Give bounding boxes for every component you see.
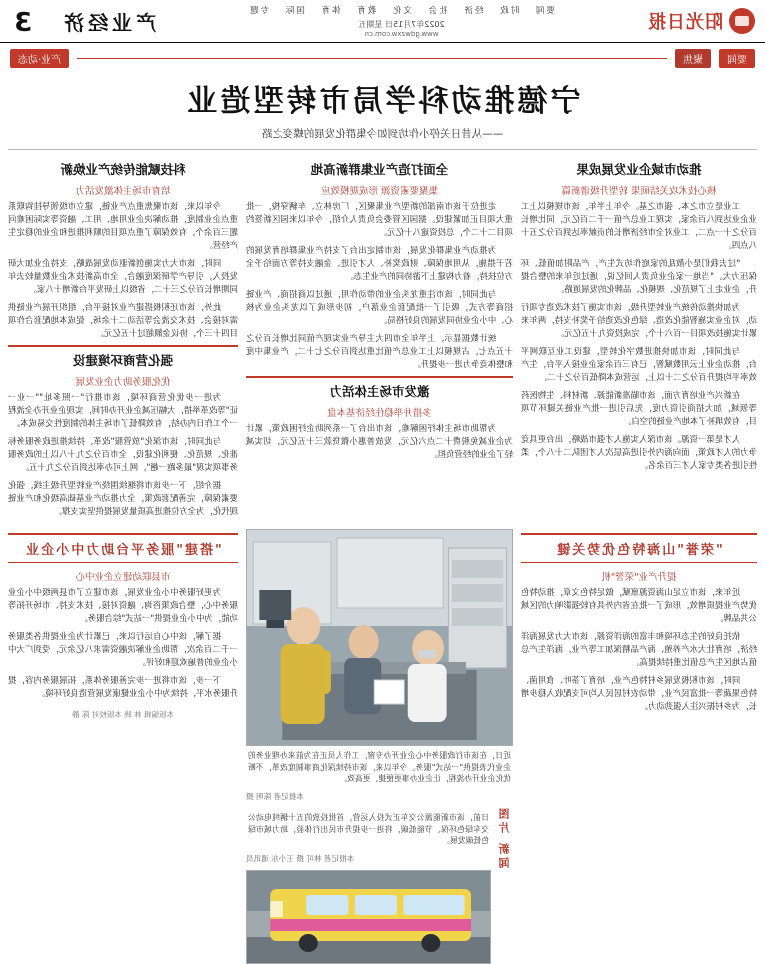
main-subheadline: ——从昔日关停小作坊到如今集群化发展的蝶变之路 <box>261 128 504 140</box>
middle-article-title: 全面打造产业集群新高地 <box>310 162 449 177</box>
nav-item-8[interactable]: 专题 <box>248 6 270 16</box>
bottom-mid-title: "搭建"服务平台助力中小企业 <box>8 533 238 563</box>
bottom-left-article <box>521 529 757 964</box>
middle-second-title: 激发市场主体活力 <box>329 384 430 400</box>
bottom-mid-article <box>8 529 238 964</box>
right-para-2: 为加快推动传统产业转型升级，该市实施了技术改造专项行动，对企业实施智能化改造、绿色化改造给予奖补支持，两年来累计实施技改项目一百六十个，完成投资九十五亿元。 <box>521 301 757 339</box>
main-headline-block <box>0 70 765 143</box>
bus-photo-caption: 日前，该市新能源公交车正式投入运营，首批投放的五十辆纯电动公交车绿色环保、节能低碳，将进一步提升市民出行体验，助力城市绿色低碳发展。 <box>248 813 489 846</box>
page-number: 3 <box>14 7 33 38</box>
left-a2-para-1: 与此同时，该市深化"放管服"改革，持续推进政务服务标准化、规范化、便利化建设，全市百分之九十八以上的政务服务事项实现"最多跑一趟"，网上可办率达到百分之九十五。 <box>8 435 238 472</box>
masthead-nav[interactable] <box>243 4 560 16</box>
main-photo-scene <box>247 530 512 745</box>
page-section-title: 产业经济 <box>60 10 157 35</box>
middle-divider <box>246 376 513 378</box>
upper-columns <box>0 156 765 523</box>
masthead-website[interactable]: www.gdwzxw.com.cn <box>364 30 439 38</box>
nav-item-6[interactable]: 体育 <box>319 6 341 16</box>
left-divider <box>8 345 238 347</box>
bottom-mid-para-2: 下一步，该市将进一步完善服务体系，拓展服务内容，提升服务水平，持续为中小企业健康发展营造良好环境。 <box>8 675 238 699</box>
left-article2-kicker: 优化服务助力企业发展 <box>75 376 171 388</box>
masthead-right <box>0 7 156 36</box>
bus-illustration <box>247 871 490 963</box>
lower-columns <box>0 529 765 964</box>
tag-badge-secondary[interactable]: 聚焦 <box>675 49 711 68</box>
middle-article-kicker: 集聚要素资源 形成规模效应 <box>320 185 439 197</box>
photo-news-block <box>246 808 513 964</box>
left-a2-para-2: 据介绍，下一步该市将继续围绕产业转型升级主线，强化要素保障，完善配套政策，全力推动产业基础高级化和产业链现代化，为全方位推进高质量发展提供坚实支撑。 <box>8 480 238 517</box>
nav-item-3[interactable]: 社会 <box>426 6 448 16</box>
nav-item-7[interactable]: 国际 <box>283 6 305 16</box>
right-article-title: 推动市域企业发展成果 <box>576 162 702 177</box>
nav-item-2[interactable]: 经济 <box>462 6 484 16</box>
photo-column <box>246 529 513 964</box>
right-article-kicker: 核心技术攻关结硕果 转型升级谱新篇 <box>561 185 717 197</box>
left-a2-para-0: 为进一步优化营商环境，该市推行"一照多址""一业一证"等改革举措，大幅压减企业开办时间，实现企业开办全流程一个工作日内办结，有效降低了市场主体的制度性交易成本。 <box>8 391 238 428</box>
right-para-1: "过去我们是小散乱的家庭作坊式生产，产品附加值低、环保压力大。"当地一家企业负责人回忆说，通过近年来的整合提升，企业走上了规范化、规模化、品牌化的发展道路。 <box>521 257 757 294</box>
main-photo-caption: 近日，在该市行政服务中心企业开办专窗，工作人员正在为前来办理业务的企业代表提供"一站式"服务。今年以来，该市持续深化商事制度改革，不断优化企业开办流程，让企业办事更便捷、更高效。 <box>248 751 511 784</box>
left-article2-title: 强化营商环境建设 <box>73 353 174 369</box>
right-para-0: 工业是立市之本、强市之基。今年上半年，该市规模以上工业企业达到八百余家，实现工业总产值一千二百亿元，同比增长百分之十一点二，工业对全市经济增长的贡献率达到百分之五十八点四。 <box>521 200 757 250</box>
masthead-center <box>156 4 647 38</box>
bottom-left-title: "荣誉"山海特色优势关键 <box>521 533 757 563</box>
left-a1-para-1: 同时，该市大力实施创新驱动发展战略，支持企业加大研发投入，引导产学研深度融合，全市高新技术企业数量较去年同期增长百分之三十二，省级以上研发平台新增十八家。 <box>8 257 238 294</box>
middle-para-0: 走进位于该市南部的新型产业集聚区，厂房林立、车辆穿梭，一批重大项目正加紧建设。据园区管委会负责人介绍，今年以来园区新签约项目二十二个，总投资逾八十亿元。 <box>246 200 513 237</box>
main-headline: 宁德推动科学局市转型造业 <box>184 84 581 119</box>
column-right <box>521 156 757 523</box>
left-a1-para-0: 今年以来，该市聚焦重点产业链，建立市级领导挂钩联系重点企业制度，推动解决企业用地、用工、融资等实际困难问题三百余个，有效保障了重点项目的顺利推进和企业的稳定生产经营。 <box>8 200 238 250</box>
main-photo <box>246 529 513 746</box>
bottom-mid-kicker: 市县联动建立企业中心 <box>75 572 171 584</box>
bottom-left-para-1: 依托良好的生态环境和丰富的海洋资源，该市大力发展海洋经济，培育壮大水产养殖、海产品精深加工等产业，海洋生产总值占地区生产总值比重持续提高。 <box>521 631 757 668</box>
bottom-mid-para-1: 据了解，该中心自运行以来，已累计为企业提供各类服务一千二百余次，帮助企业解决融资需求八亿余元，受到广大中小企业的普遍欢迎和好评。 <box>8 631 238 668</box>
left-a1-para-2: 此外，该市还积极搭建产业对接平台，组织开展产业链供需对接会、技术交流会等活动二十余场，促成本地配套合作项目四十三个，协议金额超过十五亿元。 <box>8 301 238 339</box>
masthead <box>0 0 765 43</box>
bottom-mid-para-0: 为更好服务中小企业发展，该市建立了市县两级中小企业服务中心，整合政策咨询、融资对接、技术支持、市场开拓等功能，为中小企业提供"一站式"综合服务。 <box>8 587 238 624</box>
middle-second-kicker: 多措并举稳住经济基本盘 <box>327 407 432 419</box>
newspaper-name: 阳光日报 <box>647 12 723 33</box>
column-middle <box>246 156 513 523</box>
photo-news-title: 图片 新闻 <box>498 808 511 871</box>
bottom-left-para-2: 同时，该市积极发展乡村特色产业，培育了茶叶、食用菌、特色果蔬等一批富民产业，带动农村居民人均可支配收入稳步增长，为乡村振兴注入强劲动力。 <box>521 675 757 712</box>
bus-photo-credit: 本报记者 林可 摄 王小东 通讯员 <box>246 854 355 864</box>
office-scene-illustration <box>247 530 512 745</box>
left-article1-kicker: 科技赋能传统产业焕新 <box>60 162 186 177</box>
nav-item-1[interactable]: 时政 <box>498 6 520 16</box>
page-footer-note: 本版编辑 林 晓 本版校对 陈 静 <box>72 710 174 720</box>
right-para-3: 与此同时，该市加快推进数字化转型，建设工业互联网平台，推动企业上云用数赋智，已有三百余家企业接入平台，生产效率平均提升百分之二十以上，运营成本降低百分之十二。 <box>521 346 757 383</box>
middle-para-3: 统计数据显示，上半年全市四大主导产业实现产值同比增长百分之十五点七，占规模以上工业总产值比重达到百分之七十二，产业集中度和整体竞争力进一步提升。 <box>246 333 513 370</box>
nav-item-4[interactable]: 文化 <box>391 6 413 16</box>
masthead-date: 2022年7月15日 星期五 <box>358 20 445 29</box>
section-tag-bar <box>0 43 765 70</box>
bottom-left-kicker: 提升产业"荣誉"机 <box>601 572 677 584</box>
middle-para-2: 与此同时，该市注重龙头企业的带动作用，通过以商招商、产业链招商等方式，吸引了一批配套企业落户，初步形成了以龙头企业为核心、中小企业协同发展的良好格局。 <box>246 288 513 325</box>
masthead-logo[interactable] <box>647 8 765 34</box>
column-left <box>8 156 238 523</box>
main-photo-credit: 本报记者 陈明 摄 <box>246 792 304 802</box>
left-article1-title: 培育市场主体激发活力 <box>75 185 171 197</box>
middle-para-1: 为推动产业集群化发展，该市制定出台了支持产业集群培育发展的若干措施，从用地保障、财政奖补、人才引进、金融支持等方面给予全方位扶持，着力构建上下游协同的产业生态。 <box>246 244 513 281</box>
bottom-left-para-0: 近年来，该市立足山海资源禀赋，做足特色文章，推动特色优势产业提质增效，形成了一批在省内外具有较强影响力的区域公共品牌。 <box>521 587 757 624</box>
tag-badge-left[interactable]: 产业·动态 <box>10 49 69 68</box>
tag-badge-primary[interactable]: 要闻 <box>719 49 755 68</box>
tagbar-rule <box>77 58 667 59</box>
bus-photo <box>246 870 491 964</box>
headline-divider <box>8 149 757 150</box>
right-para-4: 在新兴产业培育方面，该市瞄准新能源、新材料、生物医药等领域，加大招商引资力度，先后引进一批产业链关键环节项目，有效填补了本地产业链的空白。 <box>521 390 757 427</box>
middle-second-para-0: 为帮助市场主体纾困解难，该市出台了一系列助企纾困政策，累计为企业减免税费十二点六亿元，发放普惠小微贷款三十五亿元，切实减轻了企业的经营负担。 <box>246 422 513 459</box>
nav-item-5[interactable]: 教育 <box>355 6 377 16</box>
newspaper-logo-icon <box>729 8 755 34</box>
right-para-5: 人才是第一资源。该市深入实施人才强市战略，出台更具竞争力的人才政策，面向海内外引进高层次人才团队二十八个，柔性引进各类专家人才三百余名。 <box>521 434 757 471</box>
nav-item-0[interactable]: 要闻 <box>533 6 555 16</box>
